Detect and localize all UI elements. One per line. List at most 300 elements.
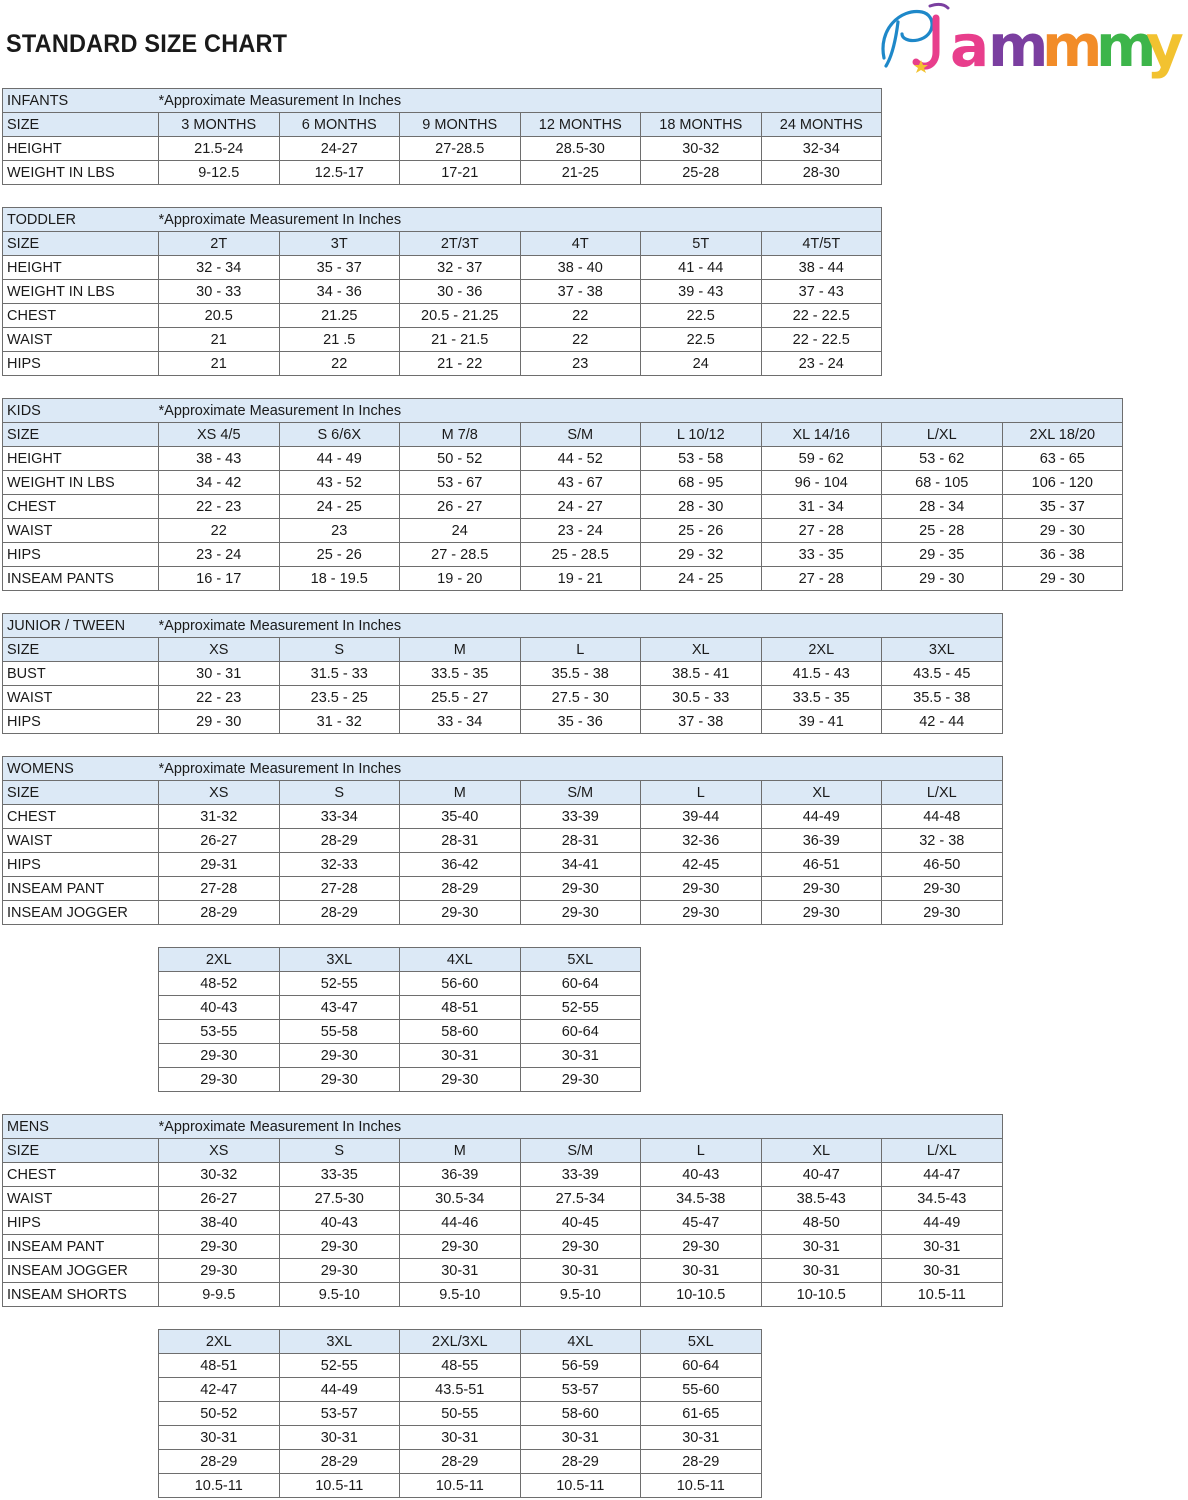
measurement-cell: 35 - 37 <box>1002 495 1123 519</box>
measurement-cell: 23 <box>520 352 641 376</box>
measurement-cell: 24 - 25 <box>279 495 400 519</box>
measurement-cell: 23 - 24 <box>159 543 280 567</box>
measurement-cell: 22 - 22.5 <box>761 328 882 352</box>
measurement-cell: 53 - 62 <box>882 447 1003 471</box>
size-column-header: XS <box>159 638 280 662</box>
size-column-header: XL <box>761 1139 882 1163</box>
row-label: CHEST <box>3 495 159 519</box>
row-label: INSEAM PANT <box>3 877 159 901</box>
svg-text:m: m <box>1096 12 1157 80</box>
measurement-cell: 43.5 - 45 <box>882 662 1003 686</box>
measurement-cell: 28-29 <box>400 1450 521 1474</box>
table-row <box>3 1235 1003 1259</box>
size-column-header: 24 MONTHS <box>761 113 882 137</box>
measurement-cell: 20.5 <box>159 304 280 328</box>
measurement-cell: 46-50 <box>882 853 1003 877</box>
table-row <box>159 1474 762 1498</box>
size-column-header: L <box>520 638 641 662</box>
size-column-header: 4T <box>520 232 641 256</box>
size-column-header: M <box>400 781 521 805</box>
size-column-header: 2T/3T <box>400 232 521 256</box>
measurement-cell: 30 - 33 <box>159 280 280 304</box>
measurement-cell: 32 - 38 <box>882 829 1003 853</box>
section-header-row <box>3 614 1003 638</box>
measurement-cell: 21 - 22 <box>400 352 521 376</box>
size-column-header: 6 MONTHS <box>279 113 400 137</box>
table-row <box>3 447 1123 471</box>
measurement-cell: 28-29 <box>641 1450 762 1474</box>
measurement-cell: 29-30 <box>400 1068 521 1092</box>
measurement-cell: 30 - 31 <box>159 662 280 686</box>
measurement-cell: 28-30 <box>761 161 882 185</box>
measurement-cell: 38 - 40 <box>520 256 641 280</box>
size-header-row <box>3 638 1003 662</box>
measurement-cell: 29 - 30 <box>1002 567 1123 591</box>
measurement-cell: 50-55 <box>400 1402 521 1426</box>
measurement-cell: 29-30 <box>279 1259 400 1283</box>
table-row <box>3 829 1003 853</box>
measurement-cell: 42-45 <box>641 853 762 877</box>
measurement-cell: 30-31 <box>641 1259 762 1283</box>
measurement-cell: 29 - 30 <box>882 567 1003 591</box>
measurement-cell: 30-31 <box>400 1426 521 1450</box>
table-row <box>3 901 1003 925</box>
size-column-header: 2XL 18/20 <box>1002 423 1123 447</box>
measurement-note: *Approximate Measurement In Inches <box>159 614 1003 638</box>
section-title: TODDLER <box>3 208 159 232</box>
size-column-header: 5T <box>641 232 762 256</box>
measurement-cell: 41.5 - 43 <box>761 662 882 686</box>
measurement-cell: 22 <box>279 352 400 376</box>
table-row <box>3 1259 1003 1283</box>
measurement-cell: 18 - 19.5 <box>279 567 400 591</box>
measurement-cell: 10-10.5 <box>761 1283 882 1307</box>
measurement-cell: 29-30 <box>400 1235 521 1259</box>
measurement-cell: 29 - 30 <box>159 710 280 734</box>
measurement-cell: 26-27 <box>159 829 280 853</box>
mens-plus-size-table <box>158 1329 762 1498</box>
measurement-cell: 27-28 <box>279 877 400 901</box>
size-column-header: L/XL <box>882 781 1003 805</box>
row-label: WAIST <box>3 519 159 543</box>
measurement-cell: 52-55 <box>520 996 641 1020</box>
section-header-row <box>3 757 1003 781</box>
measurement-cell: 44-49 <box>279 1378 400 1402</box>
measurement-cell: 44-47 <box>882 1163 1003 1187</box>
size-column-header: 2XL <box>159 948 280 972</box>
measurement-cell: 46-51 <box>761 853 882 877</box>
measurement-cell: 22 <box>520 328 641 352</box>
measurement-cell: 30-31 <box>882 1235 1003 1259</box>
measurement-cell: 52-55 <box>279 972 400 996</box>
size-column-header: S/M <box>520 781 641 805</box>
measurement-cell: 30-31 <box>400 1044 521 1068</box>
size-header-row <box>159 948 641 972</box>
measurement-cell: 32-34 <box>761 137 882 161</box>
measurement-cell: 29-30 <box>279 1235 400 1259</box>
size-column-header: XL 14/16 <box>761 423 882 447</box>
table-row <box>3 495 1123 519</box>
table-row <box>3 1187 1003 1211</box>
row-label: WAIST <box>3 328 159 352</box>
toddler-size-table <box>2 207 882 376</box>
table-row <box>3 256 882 280</box>
measurement-cell: 28-29 <box>279 901 400 925</box>
measurement-cell: 28-29 <box>400 877 521 901</box>
measurement-cell: 29 - 30 <box>1002 519 1123 543</box>
measurement-cell: 31 - 34 <box>761 495 882 519</box>
size-column-header: M 7/8 <box>400 423 521 447</box>
row-label: HIPS <box>3 1211 159 1235</box>
measurement-cell: 44 - 49 <box>279 447 400 471</box>
row-label: WEIGHT IN LBS <box>3 161 159 185</box>
table-row <box>159 996 641 1020</box>
measurement-cell: 24 - 27 <box>520 495 641 519</box>
row-label: HIPS <box>3 543 159 567</box>
row-label: HEIGHT <box>3 256 159 280</box>
measurement-cell: 31 - 32 <box>279 710 400 734</box>
measurement-cell: 29-30 <box>882 901 1003 925</box>
table-row <box>3 662 1003 686</box>
measurement-cell: 21.5-24 <box>159 137 280 161</box>
measurement-cell: 28-29 <box>159 1450 280 1474</box>
size-column-header: 18 MONTHS <box>641 113 762 137</box>
measurement-cell: 21 - 21.5 <box>400 328 521 352</box>
measurement-cell: 53 - 67 <box>400 471 521 495</box>
svg-text:m: m <box>1042 12 1103 80</box>
measurement-cell: 35-40 <box>400 805 521 829</box>
measurement-cell: 56-60 <box>400 972 521 996</box>
measurement-cell: 43.5-51 <box>400 1378 521 1402</box>
table-row <box>159 1378 762 1402</box>
measurement-cell: 22 <box>159 519 280 543</box>
measurement-cell: 29 - 35 <box>882 543 1003 567</box>
measurement-cell: 42 - 44 <box>882 710 1003 734</box>
measurement-cell: 17-21 <box>400 161 521 185</box>
measurement-cell: 32-36 <box>641 829 762 853</box>
measurement-cell: 9.5-10 <box>520 1283 641 1307</box>
size-column-header: 3XL <box>279 948 400 972</box>
svg-text:a: a <box>950 12 990 80</box>
size-column-header: 3XL <box>279 1330 400 1354</box>
table-row <box>3 471 1123 495</box>
measurement-cell: 29-30 <box>520 1068 641 1092</box>
measurement-cell: 25 - 26 <box>279 543 400 567</box>
measurement-cell: 31.5 - 33 <box>279 662 400 686</box>
page-title: STANDARD SIZE CHART <box>6 30 288 58</box>
measurement-cell: 29-30 <box>400 901 521 925</box>
row-label: HEIGHT <box>3 137 159 161</box>
measurement-cell: 36-39 <box>400 1163 521 1187</box>
measurement-cell: 29-30 <box>279 1068 400 1092</box>
table-row <box>3 1283 1003 1307</box>
size-header-row <box>3 781 1003 805</box>
measurement-cell: 29-30 <box>159 1044 280 1068</box>
measurement-cell: 33 - 34 <box>400 710 521 734</box>
measurement-cell: 24 <box>400 519 521 543</box>
measurement-cell: 27.5 - 30 <box>520 686 641 710</box>
measurement-cell: 36-42 <box>400 853 521 877</box>
measurement-cell: 42-47 <box>159 1378 280 1402</box>
measurement-cell: 44-49 <box>882 1211 1003 1235</box>
measurement-cell: 48-51 <box>400 996 521 1020</box>
table-row <box>3 567 1123 591</box>
section-title: KIDS <box>3 399 159 423</box>
measurement-cell: 25 - 26 <box>641 519 762 543</box>
measurement-cell: 33-34 <box>279 805 400 829</box>
measurement-cell: 39 - 43 <box>641 280 762 304</box>
measurement-cell: 48-50 <box>761 1211 882 1235</box>
measurement-cell: 38.5 - 41 <box>641 662 762 686</box>
table-row <box>3 543 1123 567</box>
measurement-cell: 22 - 23 <box>159 495 280 519</box>
measurement-cell: 32 - 34 <box>159 256 280 280</box>
measurement-cell: 59 - 62 <box>761 447 882 471</box>
measurement-cell: 43 - 67 <box>520 471 641 495</box>
size-column-header: L <box>641 781 762 805</box>
measurement-cell: 27 - 28 <box>761 519 882 543</box>
measurement-cell: 23 - 24 <box>520 519 641 543</box>
row-label: HEIGHT <box>3 447 159 471</box>
section-title: JUNIOR / TWEEN <box>3 614 159 638</box>
measurement-cell: 36 - 38 <box>1002 543 1123 567</box>
measurement-cell: 30-31 <box>400 1259 521 1283</box>
row-label: HIPS <box>3 352 159 376</box>
measurement-cell: 39 - 41 <box>761 710 882 734</box>
row-label: INSEAM PANTS <box>3 567 159 591</box>
measurement-cell: 40-43 <box>641 1163 762 1187</box>
table-row <box>159 1426 762 1450</box>
womens-size-table <box>2 756 1003 925</box>
measurement-cell: 41 - 44 <box>641 256 762 280</box>
row-label: INSEAM JOGGER <box>3 1259 159 1283</box>
measurement-cell: 44-48 <box>882 805 1003 829</box>
mens-size-table <box>2 1114 1003 1307</box>
size-label: SIZE <box>3 781 159 805</box>
measurement-cell: 43-47 <box>279 996 400 1020</box>
row-label: CHEST <box>3 304 159 328</box>
measurement-cell: 30-31 <box>279 1426 400 1450</box>
measurement-cell: 29-30 <box>761 877 882 901</box>
measurement-note: *Approximate Measurement In Inches <box>159 89 882 113</box>
kids-size-table <box>2 398 1123 591</box>
table-row <box>3 352 882 376</box>
measurement-cell: 23 <box>279 519 400 543</box>
measurement-cell: 35.5 - 38 <box>882 686 1003 710</box>
measurement-cell: 28-29 <box>279 1450 400 1474</box>
junior-size-table <box>2 613 1003 734</box>
table-row <box>159 1020 641 1044</box>
measurement-cell: 40-43 <box>159 996 280 1020</box>
measurement-cell: 29-30 <box>520 1235 641 1259</box>
measurement-cell: 33-35 <box>279 1163 400 1187</box>
measurement-cell: 10.5-11 <box>520 1474 641 1498</box>
table-row <box>159 1450 762 1474</box>
table-row <box>159 1402 762 1426</box>
measurement-cell: 25.5 - 27 <box>400 686 521 710</box>
size-column-header: 4T/5T <box>761 232 882 256</box>
size-header-row <box>159 1330 762 1354</box>
measurement-cell: 26 - 27 <box>400 495 521 519</box>
table-row <box>3 161 882 185</box>
measurement-cell: 45-47 <box>641 1211 762 1235</box>
table-row <box>3 137 882 161</box>
size-column-header: 9 MONTHS <box>400 113 521 137</box>
size-column-header: L <box>641 1139 762 1163</box>
size-column-header: 4XL <box>400 948 521 972</box>
measurement-cell: 29-30 <box>882 877 1003 901</box>
size-label: SIZE <box>3 423 159 447</box>
measurement-cell: 9.5-10 <box>279 1283 400 1307</box>
measurement-cell: 32-33 <box>279 853 400 877</box>
measurement-cell: 22 <box>520 304 641 328</box>
measurement-cell: 28-29 <box>159 901 280 925</box>
measurement-cell: 10-10.5 <box>641 1283 762 1307</box>
measurement-cell: 19 - 20 <box>400 567 521 591</box>
size-column-header: 2T <box>159 232 280 256</box>
measurement-cell: 53-57 <box>520 1378 641 1402</box>
table-row <box>3 686 1003 710</box>
row-label: WEIGHT IN LBS <box>3 471 159 495</box>
size-column-header: S <box>279 1139 400 1163</box>
measurement-cell: 37 - 38 <box>520 280 641 304</box>
measurement-cell: 34.5-38 <box>641 1187 762 1211</box>
table-row <box>159 1044 641 1068</box>
measurement-cell: 30-31 <box>882 1259 1003 1283</box>
measurement-cell: 30.5 - 33 <box>641 686 762 710</box>
row-label: CHEST <box>3 805 159 829</box>
measurement-cell: 29-30 <box>159 1235 280 1259</box>
size-column-header: S <box>279 638 400 662</box>
measurement-cell: 55-60 <box>641 1378 762 1402</box>
measurement-cell: 40-43 <box>279 1211 400 1235</box>
section-title: INFANTS <box>3 89 159 113</box>
measurement-cell: 29-30 <box>641 1235 762 1259</box>
size-column-header: S <box>279 781 400 805</box>
svg-text:y: y <box>1146 12 1184 80</box>
size-column-header: L/XL <box>882 1139 1003 1163</box>
measurement-cell: 22 - 23 <box>159 686 280 710</box>
measurement-cell: 10.5-11 <box>279 1474 400 1498</box>
measurement-cell: 9.5-10 <box>400 1283 521 1307</box>
measurement-cell: 30-31 <box>159 1426 280 1450</box>
measurement-cell: 9-12.5 <box>159 161 280 185</box>
table-row <box>3 877 1003 901</box>
measurement-cell: 38-40 <box>159 1211 280 1235</box>
size-column-header: 3XL <box>882 638 1003 662</box>
measurement-cell: 33.5 - 35 <box>761 686 882 710</box>
table-row <box>3 328 882 352</box>
measurement-cell: 25-28 <box>641 161 762 185</box>
measurement-cell: 28-29 <box>279 829 400 853</box>
measurement-cell: 40-45 <box>520 1211 641 1235</box>
measurement-cell: 40-47 <box>761 1163 882 1187</box>
size-column-header: L/XL <box>882 423 1003 447</box>
size-label: SIZE <box>3 232 159 256</box>
measurement-cell: 35 - 36 <box>520 710 641 734</box>
measurement-cell: 34 - 36 <box>279 280 400 304</box>
measurement-cell: 33 - 35 <box>761 543 882 567</box>
section-header-row <box>3 399 1123 423</box>
measurement-cell: 32 - 37 <box>400 256 521 280</box>
size-header-row <box>3 232 882 256</box>
measurement-cell: 28 - 30 <box>641 495 762 519</box>
size-header-row <box>3 423 1123 447</box>
row-label: INSEAM SHORTS <box>3 1283 159 1307</box>
measurement-cell: 50 - 52 <box>400 447 521 471</box>
table-row <box>159 1354 762 1378</box>
measurement-cell: 10.5-11 <box>641 1474 762 1498</box>
row-label: INSEAM PANT <box>3 1235 159 1259</box>
measurement-cell: 27 - 28.5 <box>400 543 521 567</box>
measurement-cell: 29-31 <box>159 853 280 877</box>
measurement-cell: 21-25 <box>520 161 641 185</box>
measurement-cell: 9-9.5 <box>159 1283 280 1307</box>
measurement-note: *Approximate Measurement In Inches <box>159 1115 1003 1139</box>
measurement-cell: 96 - 104 <box>761 471 882 495</box>
svg-text:m: m <box>988 12 1049 80</box>
measurement-cell: 30-32 <box>159 1163 280 1187</box>
measurement-cell: 30-31 <box>520 1259 641 1283</box>
measurement-cell: 22 - 22.5 <box>761 304 882 328</box>
measurement-cell: 29-30 <box>520 877 641 901</box>
measurement-cell: 30-31 <box>761 1259 882 1283</box>
table-row <box>3 280 882 304</box>
infants-size-table <box>2 88 882 185</box>
size-column-header: M <box>400 638 521 662</box>
measurement-cell: 53-55 <box>159 1020 280 1044</box>
size-column-header: XL <box>641 638 762 662</box>
measurement-cell: 26-27 <box>159 1187 280 1211</box>
measurement-cell: 27 - 28 <box>761 567 882 591</box>
measurement-cell: 48-51 <box>159 1354 280 1378</box>
measurement-cell: 21 .5 <box>279 328 400 352</box>
size-column-header: 12 MONTHS <box>520 113 641 137</box>
row-label: HIPS <box>3 710 159 734</box>
womens-plus-size-table <box>158 947 641 1092</box>
pjammy-logo <box>870 0 1188 88</box>
measurement-cell: 106 - 120 <box>1002 471 1123 495</box>
measurement-cell: 34-41 <box>520 853 641 877</box>
size-column-header: S/M <box>520 423 641 447</box>
row-label: HIPS <box>3 853 159 877</box>
size-column-header: 3T <box>279 232 400 256</box>
measurement-cell: 28 - 34 <box>882 495 1003 519</box>
measurement-cell: 44-46 <box>400 1211 521 1235</box>
table-row <box>3 519 1123 543</box>
measurement-cell: 34.5-43 <box>882 1187 1003 1211</box>
row-label: WEIGHT IN LBS <box>3 280 159 304</box>
measurement-note: *Approximate Measurement In Inches <box>159 208 882 232</box>
measurement-cell: 28.5-30 <box>520 137 641 161</box>
size-header-row <box>3 1139 1003 1163</box>
table-row <box>3 805 1003 829</box>
measurement-cell: 30.5-34 <box>400 1187 521 1211</box>
table-row <box>3 304 882 328</box>
measurement-cell: 33-39 <box>520 1163 641 1187</box>
measurement-cell: 63 - 65 <box>1002 447 1123 471</box>
measurement-cell: 31-32 <box>159 805 280 829</box>
measurement-cell: 30-31 <box>520 1426 641 1450</box>
table-row <box>3 1211 1003 1235</box>
measurement-cell: 60-64 <box>641 1354 762 1378</box>
measurement-cell: 27-28 <box>159 877 280 901</box>
measurement-cell: 20.5 - 21.25 <box>400 304 521 328</box>
table-row <box>3 710 1003 734</box>
size-label: SIZE <box>3 1139 159 1163</box>
measurement-cell: 30-31 <box>520 1044 641 1068</box>
measurement-cell: 61-65 <box>641 1402 762 1426</box>
